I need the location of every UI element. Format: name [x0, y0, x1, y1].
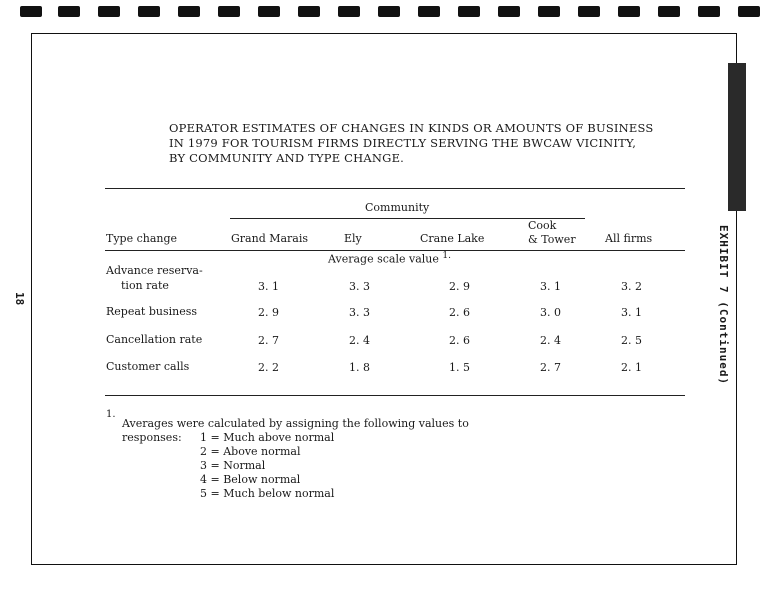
table-cell: 2. 5 [621, 334, 642, 347]
table-cell: 2. 7 [540, 361, 561, 374]
footnote-line-1: Averages were calculated by assigning the following values to [122, 417, 469, 430]
unit-label-text: Average scale value [328, 252, 439, 266]
footnote-marker: 1. [106, 409, 116, 420]
header-crane-lake: Crane Lake [420, 232, 485, 245]
title-line-3: BY COMMUNITY AND TYPE CHANGE. [169, 151, 405, 165]
footnote-value-5: 5 = Much below normal [200, 487, 335, 500]
table-cell: 3. 1 [621, 306, 642, 319]
page-frame [31, 33, 737, 565]
footnote-value-2: 2 = Above normal [200, 445, 301, 458]
table-top-rule [105, 188, 685, 189]
group-header-community: Community [365, 201, 430, 214]
table-cell: 2. 4 [540, 334, 561, 347]
table-cell: 3. 0 [540, 306, 561, 319]
row-label-cancellation: Cancellation rate [106, 333, 203, 346]
table-cell: 2. 2 [258, 361, 279, 374]
title-line-1: OPERATOR ESTIMATES OF CHANGES IN KINDS OR AMOUNTS OF BUSINESS [169, 121, 654, 135]
exhibit-side-label [714, 225, 734, 386]
exhibit-label-text: EXHIBIT 7 (Continued) [717, 225, 730, 386]
row-label-advance-cont: tion rate [121, 279, 169, 292]
table-cell: 2. 1 [621, 361, 642, 374]
footnote-responses-label: responses: [122, 431, 182, 444]
table-title [169, 121, 653, 166]
footnote-value-4: 4 = Below normal [200, 473, 301, 486]
table-cell: 2. 7 [258, 334, 279, 347]
table-cell: 2. 9 [258, 306, 279, 319]
table-cell: 1. 5 [449, 361, 470, 374]
header-all-firms: All firms [605, 232, 653, 245]
header-ely: Ely [344, 232, 362, 245]
row-label-repeat: Repeat business [106, 305, 197, 318]
header-cook: Cook [528, 219, 557, 232]
binder-holes [0, 6, 777, 18]
footnote-value-1: 1 = Much above normal [200, 431, 335, 444]
table-bottom-rule [105, 395, 685, 396]
table-cell: 3. 3 [349, 306, 370, 319]
unit-label [328, 251, 451, 266]
table-cell: 2. 6 [449, 334, 470, 347]
table-cell: 3. 2 [621, 280, 642, 293]
header-grand-marais: Grand Marais [231, 232, 309, 245]
header-and-tower: & Tower [528, 233, 576, 246]
table-cell: 3. 1 [258, 280, 279, 293]
table-cell: 1. 8 [349, 361, 370, 374]
row-label-advance: Advance reserva- [106, 264, 203, 277]
table-cell: 2. 9 [449, 280, 470, 293]
page-number [12, 292, 28, 316]
table-cell: 3. 1 [540, 280, 561, 293]
row-label-customer-calls: Customer calls [106, 360, 190, 373]
header-type-change: Type change [106, 232, 178, 245]
table-cell: 2. 6 [449, 306, 470, 319]
title-line-2: IN 1979 FOR TOURISM FIRMS DIRECTLY SERVING THE BWCAW VICINITY, [169, 136, 637, 150]
footnote-value-3: 3 = Normal [200, 459, 266, 472]
index-tab [728, 63, 746, 211]
unit-note-marker: 1. [442, 251, 451, 261]
table-cell: 2. 4 [349, 334, 370, 347]
table-cell: 3. 3 [349, 280, 370, 293]
page-number-text: 18 [13, 292, 26, 306]
